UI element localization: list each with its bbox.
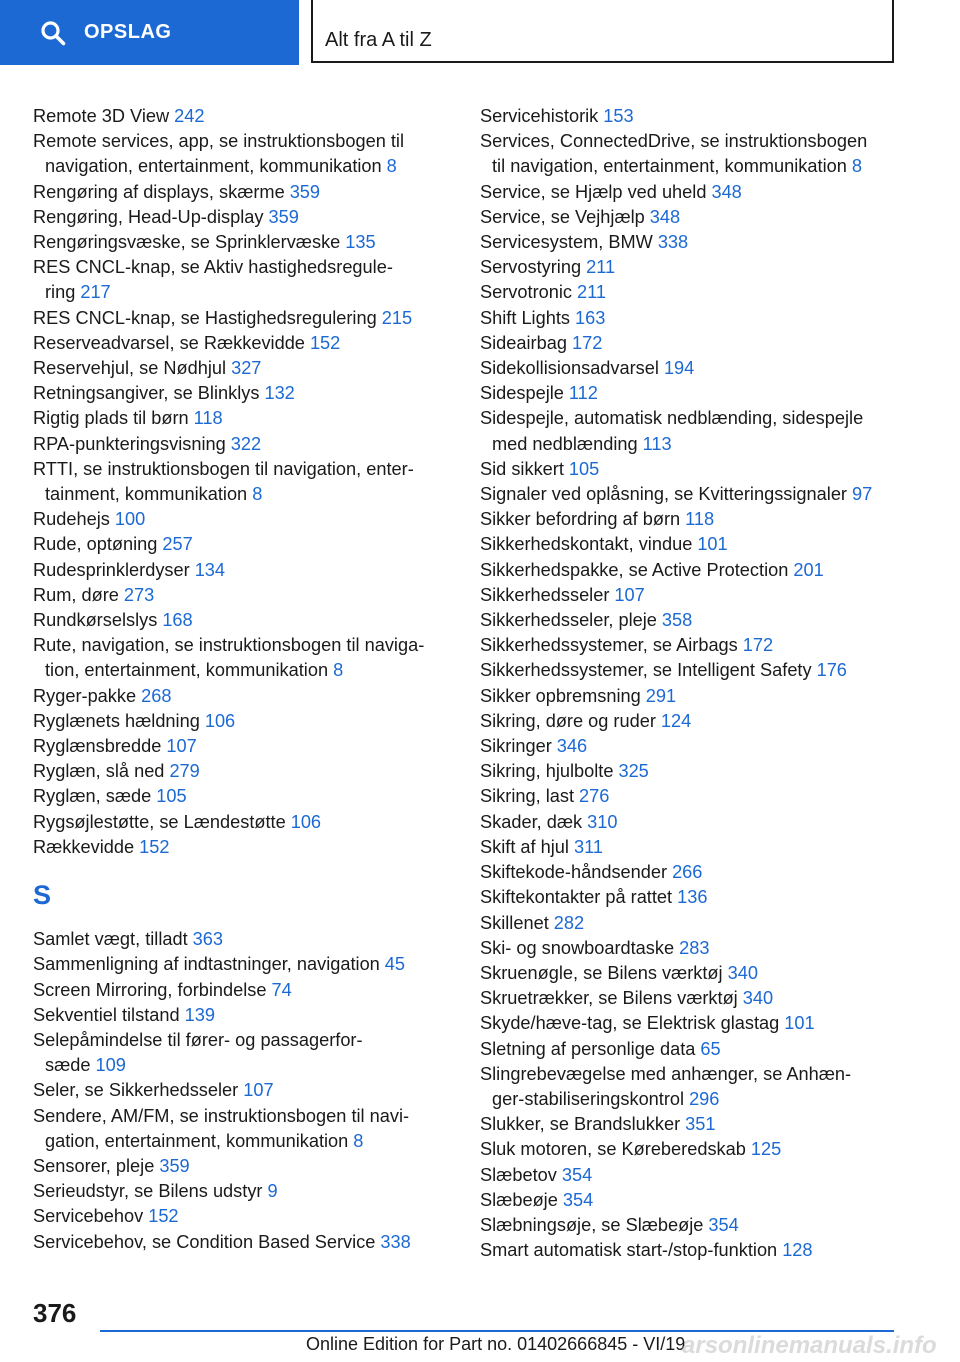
page-reference-link[interactable]: 283 [679,937,710,958]
index-entry-text: Sikkerhedskontakt, vindue [480,534,693,555]
index-entry [33,1204,453,1229]
index-entry-text: Sideairbag [480,332,567,353]
index-entry [33,1179,453,1204]
index-entry-text: Skillenet [480,912,549,933]
index-entry-text: RES CNCL-knap, se Aktiv hastighedsregule- [33,257,393,278]
index-entry-text: Sikringer [480,736,552,757]
index-entry [480,583,920,608]
page-reference-link[interactable]: 8 [333,660,344,681]
index-entry-text: Sikkerhedsseler [480,584,610,605]
index-entry-text: Skiftekontakter på rattet [480,887,673,908]
page-reference-link[interactable]: 139 [184,1004,215,1025]
index-entry-text: Service, se Hjælp ved uheld [480,181,707,202]
index-entry [33,759,453,784]
index-entry [33,507,453,532]
index-column-left [33,104,453,1255]
page-reference-link[interactable]: 106 [290,811,322,832]
index-entry-text: Sluk motoren, se Køreberedskab [480,1139,746,1160]
page-reference-link[interactable]: 348 [649,206,681,227]
index-entry [480,759,920,784]
index-entry-text: Sikker opbremsning [480,685,641,706]
page-reference-link[interactable]: 311 [573,836,603,857]
index-entry [480,406,920,456]
index-entry [33,104,453,129]
page-reference-link[interactable]: 152 [139,836,170,857]
index-entry-text: tion, entertainment, kommunikation [45,660,329,681]
index-entry-text: Skruenøgle, se Bilens værktøj [480,962,723,983]
page-reference-link[interactable]: 135 [345,232,376,253]
index-entry [33,1028,453,1078]
index-entry [33,230,453,255]
index-entry [33,583,453,608]
index-entry [33,633,453,683]
index-entry-text: RTTI, se instruktionsbogen til navigation, enter- [33,458,414,479]
index-entry [33,558,453,583]
index-entry-text: Sletning af personlige data [480,1038,696,1059]
page-reference-link[interactable]: 354 [708,1214,739,1235]
index-entry-text: Retningsangiver, se Blinklys [33,383,260,404]
index-entry [480,709,920,734]
index-entry [33,255,453,305]
index-entry-text: Slukker, se Brandslukker [480,1114,681,1135]
section-heading: S [33,880,52,911]
page-reference-link[interactable]: 152 [309,332,341,353]
index-entry-text: navigation, entertainment, kommunikation [45,156,382,177]
index-entry [33,205,453,230]
index-entry-text: Sikkerhedssystemer, se Airbags [480,635,738,656]
index-entry-text: Slingrebevægelse med anhænger, se Anhæn- [480,1063,852,1084]
page-reference-link[interactable]: 282 [553,912,585,933]
index-entry [480,129,920,179]
page-reference-link[interactable]: 65 [700,1038,721,1059]
index-entry [33,1078,453,1103]
index-entry-text: til navigation, entertainment, kommunikation [492,156,847,177]
index-entry [33,1230,453,1255]
index-entry-text: Slæbeøje [480,1189,558,1210]
index-entry [33,457,453,507]
index-entry [480,684,920,709]
index-entry-text: RES CNCL-knap, se Hastighedsregulering [33,307,377,328]
index-entry-text: Skift af hjul [480,836,569,857]
index-entry [480,356,920,381]
index-entry-text: Sikring, døre og ruder [480,710,656,731]
index-entry [480,734,920,759]
index-entry-text: Rute, navigation, se instruktionsbogen til naviga- [33,635,425,656]
index-entry-text: Sidespejle [480,383,564,404]
index-entry [33,1104,453,1154]
index-entry-text: Servostyring [480,257,582,278]
index-entry [480,936,920,961]
page-reference-link[interactable]: 310 [587,811,618,832]
index-entry [480,104,920,129]
page-reference-link[interactable]: 257 [162,534,193,555]
index-entry [480,1037,920,1062]
index-entry [480,457,920,482]
search-tab[interactable] [0,0,299,65]
index-entry [33,180,453,205]
index-entry-text: med nedblænding [492,433,638,454]
index-entry-text: Rengøringsvæske, se Sprinklervæske [33,232,341,253]
page-reference-link[interactable]: 8 [851,156,862,177]
page-reference-link[interactable]: 351 [685,1114,716,1135]
index-entry-text: Rude, optøning [33,534,158,555]
index-entry [480,1062,920,1112]
index-entry [33,608,453,633]
page-reference-link[interactable]: 107 [243,1080,274,1101]
index-entry [480,331,920,356]
index-entry [480,784,920,809]
page-reference-link[interactable]: 296 [689,1088,720,1109]
index-entry [33,381,453,406]
page-reference-link[interactable]: 338 [657,232,689,253]
index-entry-text: ger-stabiliseringskontrol [492,1088,685,1109]
index-entry [480,306,920,331]
index-entry-text: Rækkevidde [33,836,135,857]
index-entry-text: Service, se Vejhjælp [480,206,645,227]
index-entry-text: Samlet vægt, tilladt [33,929,188,950]
page-reference-link[interactable]: 9 [267,1181,278,1202]
index-entry [33,734,453,759]
index-entry [480,885,920,910]
index-entry-text: Servicebehov, se Condition Based Service [33,1231,376,1252]
index-entry [480,532,920,557]
index-entry [33,684,453,709]
index-entry [480,255,920,280]
page-reference-link[interactable]: 125 [750,1139,782,1160]
index-entry-text: Selepåmindelse til fører- og passagerfor- [33,1029,363,1050]
footer-edition-text: Online Edition for Part no. 01402666845 - VI/19 [306,1334,686,1354]
page-reference-link[interactable]: 346 [556,736,588,757]
page-reference-link[interactable]: 101 [697,534,728,555]
index-entry-text: Screen Mirroring, forbindelse [33,979,267,1000]
page-reference-link[interactable]: 136 [677,887,708,908]
page-reference-link[interactable]: 172 [742,635,774,656]
index-entry-text: Sikring, last [480,786,575,807]
page-reference-link[interactable]: 211 [586,257,616,278]
page-reference-link[interactable]: 322 [230,433,262,454]
index-entry-text: Servotronic [480,282,572,303]
index-entry [33,952,453,977]
page-reference-link[interactable]: 325 [618,761,649,782]
page-reference-link[interactable]: 348 [711,181,742,202]
index-entry-text: Reservehjul, se Nødhjul [33,358,227,379]
index-entry-text: Sikkerhedssystemer, se Intelligent Safety [480,660,812,681]
page-reference-link[interactable]: 106 [204,710,236,731]
index-entry [480,835,920,860]
index-entry [480,810,920,835]
index-entry-text: Ryger-pakke [33,685,137,706]
page-reference-link[interactable]: 291 [645,685,677,706]
page-reference-link[interactable]: 168 [162,610,193,631]
index-entry [480,911,920,936]
page-reference-link[interactable]: 105 [568,458,600,479]
index-entry [33,784,453,809]
index-entry [33,406,453,431]
index-entry [480,558,920,583]
index-entry [33,331,453,356]
index-entry [480,230,920,255]
index-entry [480,1137,920,1162]
index-entry-text: RPA-punkteringsvisning [33,433,226,454]
page-reference-link[interactable]: 211 [577,282,606,303]
search-tab-label: OPSLAG [84,21,172,43]
index-entry-text: Rigtig plads til børn [33,408,189,429]
page-reference-link[interactable]: 101 [784,1013,815,1034]
index-entry [480,507,920,532]
index-entry [33,835,453,860]
index-entry-text: Sikker befordring af børn [480,509,681,530]
index-entry-text: Sikkerhedsseler, pleje [480,610,657,631]
page-reference-link[interactable]: 45 [384,954,406,975]
page-reference-link[interactable]: 152 [148,1206,179,1227]
index-entry-text: gation, entertainment, kommunikation [45,1130,349,1151]
index-entry-text: Skruetrækker, se Bilens værktøj [480,988,738,1009]
page-reference-link[interactable]: 118 [193,408,223,429]
index-entry-text: Remote services, app, se instruktionsbogen til [33,131,405,152]
index-entry-text: Sikring, hjulbolte [480,761,614,782]
index-entry-text: Rygsøjlestøtte, se Lændestøtte [33,811,286,832]
page-reference-link[interactable]: 163 [574,307,606,328]
page-reference-link[interactable]: 132 [264,383,295,404]
index-entry-text: Rundkørselslys [33,610,158,631]
page-reference-link[interactable]: 268 [141,685,172,706]
index-entry [480,1188,920,1213]
page-reference-link[interactable]: 273 [123,584,155,605]
index-entry [480,280,920,305]
page-reference-link[interactable]: 8 [386,156,397,177]
page-reference-link[interactable]: 109 [95,1055,126,1076]
index-entry-text: Rengøring af displays, skærme [33,181,285,202]
index-entry-text: Sidespejle, automatisk nedblænding, sidespejle [480,408,864,429]
index-entry [33,810,453,835]
page-reference-link[interactable]: 105 [156,786,187,807]
index-entry-text: Rudehejs [33,509,110,530]
page-reference-link[interactable]: 340 [727,962,758,983]
index-entry-text: Rengøring, Head-Up-display [33,206,264,227]
index-entry [33,709,453,734]
index-entry [480,205,920,230]
page-reference-link[interactable]: 128 [782,1240,813,1261]
index-entry [480,860,920,885]
index-entry [33,1154,453,1179]
index-entry [480,1163,920,1188]
chapter-title-box [311,0,894,63]
index-entry [480,381,920,406]
page-number: 376 [33,1298,77,1328]
index-entry-text: Skiftekode-håndsender [480,862,668,883]
page-reference-link[interactable]: 107 [166,736,197,757]
index-entry [480,180,920,205]
index-entry-text: Ryglænets hældning [33,710,200,731]
index-entry-text: Rum, døre [33,584,119,605]
page-reference-link[interactable]: 118 [685,509,715,530]
index-entry [480,1238,920,1263]
index-entry [480,986,920,1011]
page-reference-link[interactable]: 217 [80,282,111,303]
page-reference-link[interactable]: 112 [568,383,598,404]
index-entry [33,356,453,381]
index-entry [480,608,920,633]
index-entry-text: Sendere, AM/FM, se instruktionsbogen til navi- [33,1105,410,1126]
page-reference-link[interactable]: 363 [192,929,224,950]
index-entry-text: Servicebehov [33,1206,144,1227]
index-entry-text: Skader, dæk [480,811,583,832]
index-entry-text: Shift Lights [480,307,570,328]
page-reference-link[interactable]: 359 [268,206,299,227]
index-entry-text: Slæbningsøje, se Slæbeøje [480,1214,704,1235]
index-entry-text: Ryglænsbredde [33,736,162,757]
index-entry-text: Sammenligning af indtastninger, navigation [33,954,380,975]
page-reference-link[interactable]: 194 [663,358,695,379]
header [0,0,960,66]
index-entry [33,532,453,557]
index-entry-text: Rudesprinklerdyser [33,559,190,580]
page-reference-link[interactable]: 338 [380,1231,411,1252]
page-reference-link[interactable]: 153 [603,106,634,126]
index-entry-text: Seler, se Sikkerhedsseler [33,1080,239,1101]
page-reference-link[interactable]: 358 [661,610,693,631]
watermark: arsonlinemanuals.info [682,1332,937,1359]
chapter-title: Alt fra A til Z [325,29,432,51]
page-reference-link[interactable]: 8 [252,484,263,505]
index-entry [480,1011,920,1036]
index-entry-text: Servicesystem, BMW [480,232,653,253]
page-reference-link[interactable]: 107 [614,584,645,605]
index-entry-text: Ryglæn, slå ned [33,761,165,782]
index-entry [33,978,453,1003]
index-entry-text: sæde [45,1055,91,1076]
page-reference-link[interactable]: 354 [561,1164,593,1185]
page-reference-link[interactable]: 359 [289,181,321,202]
index-entry-text: Services, ConnectedDrive, se instruktionsbogen [480,131,868,152]
page-reference-link[interactable]: 276 [579,786,610,807]
page-reference-link[interactable]: 124 [660,710,692,731]
index-column-right [480,104,920,1263]
index-entry-text: Sensorer, pleje [33,1155,155,1176]
index-entry-text: tainment, kommunikation [45,484,248,505]
page-reference-link[interactable]: 8 [353,1130,364,1151]
page-reference-link[interactable]: 134 [194,559,226,580]
page-reference-link[interactable]: 97 [852,484,873,505]
index-entry-text: Remote 3D View [33,106,170,126]
page-reference-link[interactable]: 340 [742,988,774,1009]
index-entry-text: Sekventiel tilstand [33,1004,180,1025]
index-entry-text: Servicehistorik [480,106,599,126]
index-entry-text: ring [45,282,76,303]
index-entry [33,306,453,331]
page-reference-link[interactable]: 327 [231,358,262,379]
index-entry [480,633,920,658]
page-reference-link[interactable]: 113 [642,433,672,454]
page-reference-link[interactable]: 100 [114,509,146,530]
index-entry [480,961,920,986]
index-entry-text: Ryglæn, sæde [33,786,152,807]
index-entry-text: Sid sikkert [480,458,564,479]
page-reference-link[interactable]: 354 [562,1189,594,1210]
index-entry [33,432,453,457]
index-entry [480,1213,920,1238]
index-entry-text: Sidekollisionsadvarsel [480,358,659,379]
index-entry-text: Serieudstyr, se Bilens udstyr [33,1181,263,1202]
index-entry [480,1112,920,1137]
page-reference-link[interactable]: 172 [571,332,603,353]
page-reference-link[interactable]: 242 [174,106,205,126]
index-entry [480,482,920,507]
index-entry [33,129,453,179]
page-reference-link[interactable]: 279 [169,761,200,782]
index-entry-text: Signaler ved oplåsning, se Kvitteringssignaler [480,484,847,505]
index-entry [480,658,920,683]
search-icon [40,20,66,46]
page-reference-link[interactable]: 74 [271,979,292,1000]
page-reference-link[interactable]: 201 [793,559,824,580]
page-reference-link[interactable]: 215 [381,307,413,328]
page-reference-link[interactable]: 176 [816,660,847,681]
index-entry-text: Ski- og snowboardtaske [480,937,675,958]
index-entry-text: Slæbetov [480,1164,557,1185]
index-entry-text: Reserveadvarsel, se Rækkevidde [33,332,305,353]
index-entry-text: Sikkerhedspakke, se Active Protection [480,559,789,580]
index-entry-text: Skyde/hæve-tag, se Elektrisk glastag [480,1013,780,1034]
page-reference-link[interactable]: 359 [159,1155,190,1176]
page-reference-link[interactable]: 266 [672,862,703,883]
index-entry [33,1003,453,1028]
index-entry-text: Smart automatisk start-/stop-funktion [480,1240,778,1261]
index-entry [33,927,453,952]
